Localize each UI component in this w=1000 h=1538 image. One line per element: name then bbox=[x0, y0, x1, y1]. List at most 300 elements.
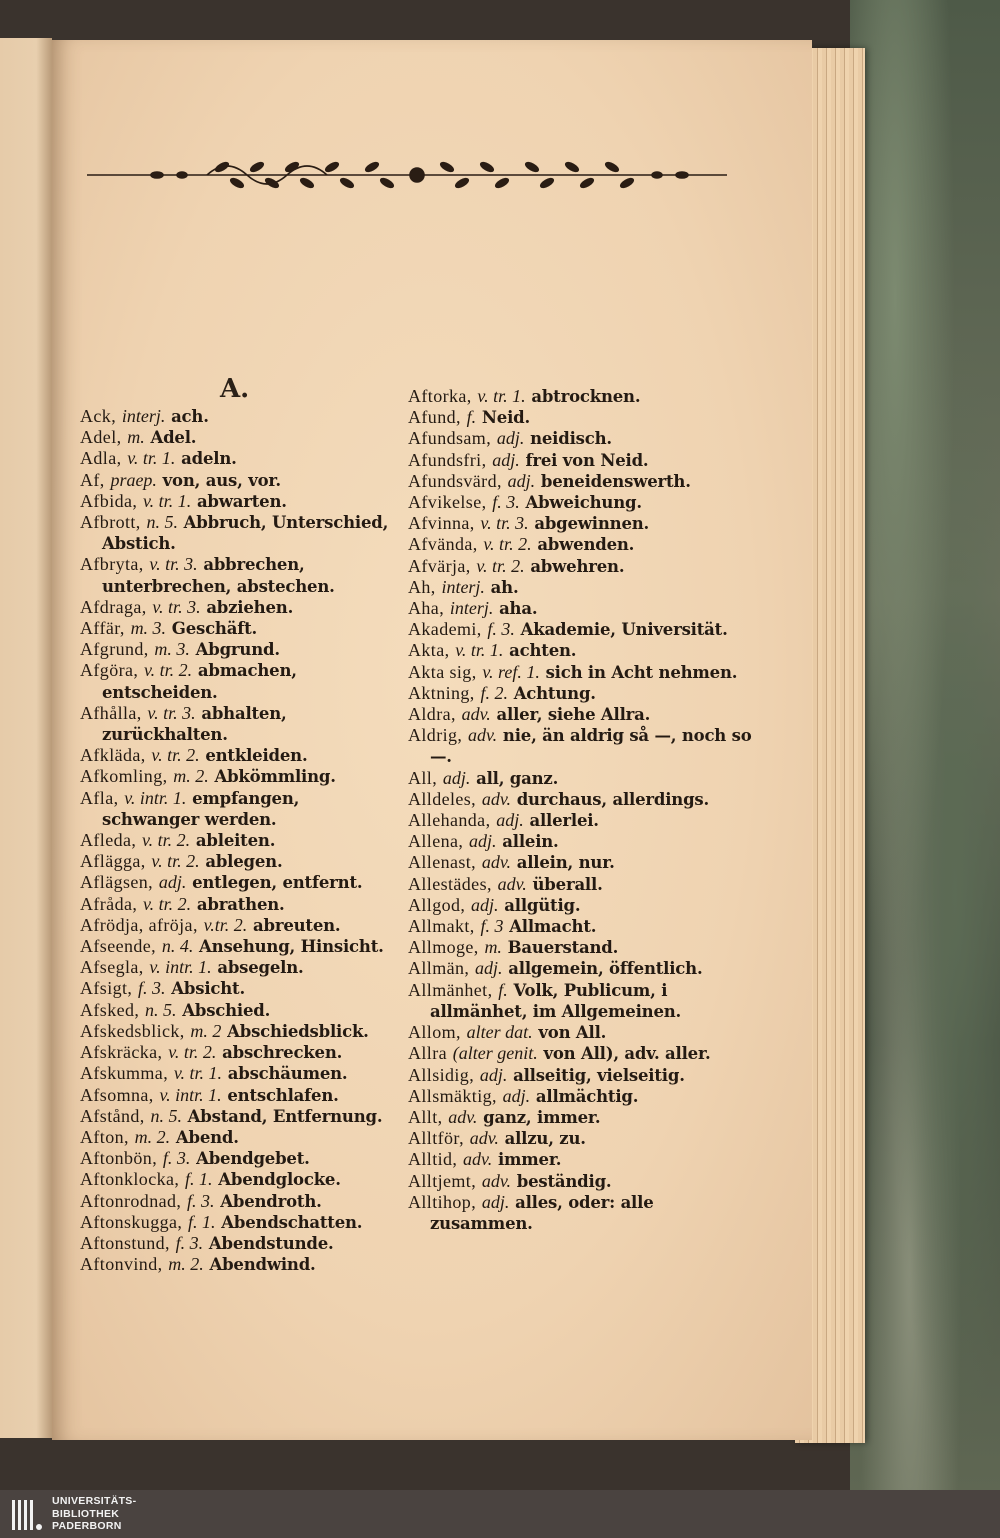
dictionary-entry bbox=[408, 1043, 758, 1064]
entry-headword: Allt, bbox=[408, 1106, 443, 1127]
entry-headword: Afdraga, bbox=[80, 596, 147, 617]
entry-translation: Abendschatten. bbox=[221, 1212, 363, 1232]
entry-grammar: adv. bbox=[469, 1128, 499, 1149]
entry-translation: durchaus, allerdings. bbox=[516, 789, 710, 809]
entry-translation: allerlei. bbox=[529, 811, 599, 831]
entry-headword: Adel, bbox=[80, 427, 122, 448]
entries-column-left bbox=[80, 406, 395, 1275]
entry-grammar: adv. bbox=[468, 725, 498, 746]
entry-grammar: adj. bbox=[471, 894, 499, 915]
dictionary-entry bbox=[80, 915, 395, 936]
entry-translation: Abschiedsblick. bbox=[227, 1021, 369, 1041]
dictionary-entry bbox=[80, 448, 395, 469]
entry-headword: Afvikelse, bbox=[408, 492, 487, 513]
entry-headword: Afbryta, bbox=[80, 554, 144, 575]
dictionary-entry bbox=[80, 554, 395, 596]
dictionary-entry bbox=[80, 788, 395, 830]
entry-translation: abreuten. bbox=[253, 915, 341, 935]
entry-translation: abschrecken. bbox=[222, 1043, 343, 1063]
entry-grammar: f. 3. bbox=[187, 1190, 215, 1211]
dictionary-entry bbox=[408, 874, 758, 895]
entry-headword: Allgod, bbox=[408, 894, 466, 915]
entry-grammar: adv. bbox=[481, 852, 511, 873]
entry-headword: Aftonstund, bbox=[80, 1232, 170, 1253]
decorative-vine-ornament bbox=[87, 145, 727, 205]
library-name-line: UNIVERSITÄTS- bbox=[52, 1495, 137, 1507]
entry-translation: beständig. bbox=[516, 1171, 612, 1191]
dictionary-entry bbox=[408, 407, 758, 428]
entry-translation: nie, än aldrig så —, noch so —. bbox=[430, 726, 752, 767]
dictionary-entry bbox=[80, 1042, 395, 1063]
dictionary-entry bbox=[408, 1149, 758, 1170]
dictionary-entry bbox=[80, 936, 395, 957]
entry-grammar: alter dat. bbox=[466, 1022, 533, 1043]
dictionary-entry bbox=[80, 1254, 395, 1275]
dictionary-entry bbox=[80, 957, 395, 978]
entry-headword: Afråda, bbox=[80, 893, 138, 914]
entry-translation: ganz, immer. bbox=[483, 1107, 601, 1127]
entry-headword: Afvärja, bbox=[408, 555, 471, 576]
entry-headword: Akademi, bbox=[408, 619, 482, 640]
entry-translation: abwenden. bbox=[537, 535, 635, 555]
entry-headword: Af, bbox=[80, 469, 105, 490]
entry-grammar: adj. bbox=[496, 810, 524, 831]
dictionary-entry bbox=[80, 1085, 395, 1106]
entry-translation: abgewinnen. bbox=[534, 514, 650, 534]
entry-translation: Achtung. bbox=[513, 683, 596, 703]
entry-headword: Allmakt, bbox=[408, 916, 475, 937]
entry-translation: allseitig, vielseitig. bbox=[513, 1065, 685, 1085]
entry-headword: Afleda, bbox=[80, 830, 137, 851]
entry-grammar: v. tr. 2. bbox=[483, 534, 532, 555]
entry-translation: Bauerstand. bbox=[507, 938, 619, 958]
dictionary-entry bbox=[408, 683, 758, 704]
entry-grammar: adv. bbox=[463, 1149, 493, 1170]
entry-translation: abmachen, entscheiden. bbox=[102, 661, 297, 702]
entry-translation: beneidenswerth. bbox=[540, 471, 691, 491]
entry-headword: Aftonvind, bbox=[80, 1254, 163, 1275]
dictionary-entry bbox=[408, 1107, 758, 1128]
entry-headword: Akta sig, bbox=[408, 661, 477, 682]
entry-grammar: adj. bbox=[496, 428, 525, 449]
library-logo-icon bbox=[10, 1496, 44, 1534]
entry-translation: ableiten. bbox=[195, 831, 276, 851]
dictionary-entry bbox=[408, 916, 758, 937]
dictionary-entry bbox=[80, 851, 395, 872]
entry-grammar: f. 3. bbox=[138, 978, 166, 999]
entry-grammar: m. 2 bbox=[190, 1020, 222, 1041]
dictionary-entry bbox=[80, 639, 395, 660]
entry-translation: neidisch. bbox=[530, 429, 612, 449]
entry-headword: Ack, bbox=[80, 406, 117, 426]
entry-grammar: v. tr. 1. bbox=[127, 448, 176, 469]
entry-headword: Afseende, bbox=[80, 936, 157, 957]
entry-headword: Alltid, bbox=[408, 1149, 458, 1170]
entry-headword: Allehanda, bbox=[408, 810, 491, 831]
entry-grammar: v.tr. 2. bbox=[203, 914, 248, 935]
entry-translation: allmächtig. bbox=[535, 1086, 639, 1106]
dictionary-entry bbox=[80, 406, 395, 427]
dictionary-entry bbox=[408, 492, 758, 513]
dictionary-entry bbox=[408, 577, 758, 598]
entry-headword: Allsmäktig, bbox=[408, 1085, 497, 1106]
entry-translation: Absicht. bbox=[171, 979, 246, 999]
entry-headword: Alltför, bbox=[408, 1128, 464, 1149]
entry-headword: Afsigt, bbox=[80, 978, 133, 999]
entry-grammar: f. bbox=[466, 407, 477, 428]
entry-grammar: adj. bbox=[475, 958, 503, 979]
dictionary-entry bbox=[80, 894, 395, 915]
entry-translation: abziehen. bbox=[206, 597, 294, 617]
entry-translation: Abendgebet. bbox=[196, 1149, 310, 1169]
dictionary-entry bbox=[80, 512, 395, 554]
entry-translation: all, ganz. bbox=[476, 768, 559, 788]
entry-translation: Abendglocke. bbox=[218, 1170, 341, 1190]
entry-grammar: v. tr. 3. bbox=[152, 596, 201, 617]
entry-translation: abbrechen, unterbrechen, abstechen. bbox=[102, 555, 335, 596]
entry-translation: von All), adv. aller. bbox=[543, 1044, 711, 1064]
dictionary-entry bbox=[408, 725, 758, 767]
dictionary-entry bbox=[408, 556, 758, 577]
dictionary-entry bbox=[80, 766, 395, 787]
entry-translation: sich in Acht nehmen. bbox=[545, 662, 738, 682]
entry-grammar: adj. bbox=[507, 470, 536, 491]
dictionary-entry bbox=[408, 831, 758, 852]
entry-translation: abwarten. bbox=[196, 491, 287, 511]
dictionary-entry bbox=[80, 1233, 395, 1254]
entry-headword: Alltihop, bbox=[408, 1191, 477, 1212]
dictionary-entry bbox=[80, 1191, 395, 1212]
dictionary-entry bbox=[408, 471, 758, 492]
entry-translation: allgütig. bbox=[504, 895, 581, 915]
entry-translation: Abgrund. bbox=[195, 640, 280, 660]
entry-grammar: adv. bbox=[497, 873, 527, 894]
entry-headword: Aftonbön, bbox=[80, 1148, 158, 1169]
entry-grammar: v. intr. 1. bbox=[124, 787, 187, 808]
dictionary-entry bbox=[408, 1065, 758, 1086]
entry-translation: entschlafen. bbox=[227, 1085, 339, 1105]
entry-headword: Afundsfri, bbox=[408, 449, 487, 470]
entry-headword: Aflägga, bbox=[80, 851, 146, 872]
dictionary-entry bbox=[408, 895, 758, 916]
entry-grammar: m. 2. bbox=[173, 766, 209, 787]
entry-headword: Allra bbox=[408, 1043, 447, 1064]
dictionary-entry bbox=[80, 1000, 395, 1021]
entry-translation: abhalten, zurückhalten. bbox=[102, 703, 287, 745]
entry-headword: Afskräcka, bbox=[80, 1042, 163, 1063]
dictionary-entry bbox=[408, 789, 758, 810]
entry-translation: allein, nur. bbox=[516, 853, 615, 873]
dictionary-entry bbox=[408, 640, 758, 661]
entry-headword: Afgöra, bbox=[80, 660, 139, 681]
entry-grammar: m. bbox=[484, 937, 502, 958]
entry-grammar: adj. bbox=[481, 1191, 510, 1212]
dictionary-entry bbox=[80, 1212, 395, 1233]
entry-grammar: v. tr. 2. bbox=[151, 745, 200, 766]
entry-grammar: f. 1. bbox=[185, 1169, 213, 1190]
dictionary-entry bbox=[408, 768, 758, 789]
entry-headword: Ah, bbox=[408, 576, 436, 597]
entry-grammar: f. 2. bbox=[480, 682, 508, 703]
entry-grammar: v. tr. 1. bbox=[173, 1063, 222, 1084]
entry-headword: Aldrig, bbox=[408, 725, 463, 746]
entry-headword: Afsomna, bbox=[80, 1084, 154, 1105]
entry-grammar: adj. bbox=[442, 767, 471, 788]
entry-translation: Abendstunde. bbox=[208, 1233, 334, 1253]
entry-headword: Afton, bbox=[80, 1126, 129, 1147]
dictionary-entry bbox=[408, 662, 758, 683]
entry-translation: empfangen, schwanger werden. bbox=[102, 788, 300, 829]
library-footer bbox=[0, 1490, 1000, 1538]
entry-headword: Afskumma, bbox=[80, 1063, 169, 1084]
entry-translation: adeln. bbox=[181, 449, 237, 469]
entry-headword: Afund, bbox=[408, 407, 461, 428]
entry-grammar: adv. bbox=[481, 1170, 511, 1191]
dictionary-entry bbox=[80, 1063, 395, 1084]
entry-grammar: interj. bbox=[449, 598, 494, 619]
entry-translation: ach. bbox=[171, 407, 209, 426]
entry-translation: Abkömmling. bbox=[214, 767, 336, 787]
entry-headword: Affär, bbox=[80, 618, 125, 639]
entry-headword: Allmänhet, bbox=[408, 979, 493, 1000]
entry-translation: Neid. bbox=[481, 408, 531, 428]
dictionary-entry bbox=[80, 660, 395, 702]
entry-headword: Alldeles, bbox=[408, 788, 477, 809]
entry-translation: von All. bbox=[538, 1023, 607, 1043]
entry-grammar: n. 5. bbox=[146, 512, 178, 533]
entry-headword: Aflägsen, bbox=[80, 872, 154, 893]
marbled-cover-edge bbox=[850, 0, 1000, 1490]
entry-grammar: v. ref. 1. bbox=[482, 661, 540, 682]
entry-headword: Aftonskugga, bbox=[80, 1211, 183, 1232]
entry-translation: Abbruch, Unterschied, Abstich. bbox=[102, 513, 389, 554]
dictionary-entry bbox=[408, 386, 758, 407]
entry-headword: Afsked, bbox=[80, 999, 140, 1020]
entry-grammar: v. tr. 1. bbox=[477, 386, 526, 406]
dictionary-entry bbox=[80, 1021, 395, 1042]
entry-grammar: n. 5. bbox=[145, 999, 177, 1020]
dictionary-entry bbox=[80, 597, 395, 618]
entry-translation: Abweichung. bbox=[525, 493, 642, 513]
entry-translation: aller, siehe Allra. bbox=[496, 705, 651, 725]
entry-headword: All, bbox=[408, 767, 438, 788]
entry-translation: Geschäft. bbox=[171, 619, 258, 639]
entry-headword: Aftonklocka, bbox=[80, 1169, 180, 1190]
dictionary-entry bbox=[408, 1171, 758, 1192]
dictionary-entry bbox=[80, 703, 395, 745]
dictionary-entry bbox=[80, 491, 395, 512]
entry-grammar: adv. bbox=[461, 704, 491, 725]
entry-grammar: interj. bbox=[121, 406, 166, 426]
dictionary-entry bbox=[408, 450, 758, 471]
dictionary-entry bbox=[408, 598, 758, 619]
entry-grammar: f. bbox=[498, 979, 508, 1000]
entry-headword: Afskedsblick, bbox=[80, 1020, 185, 1041]
previous-page-edge bbox=[0, 38, 52, 1438]
entry-grammar: adv. bbox=[448, 1106, 478, 1127]
entry-grammar: v. tr. 2. bbox=[168, 1042, 217, 1063]
entry-grammar: v. tr. 1. bbox=[455, 640, 504, 661]
entry-grammar: f. 1. bbox=[188, 1211, 216, 1232]
library-name bbox=[52, 1495, 136, 1533]
entry-headword: Afgrund, bbox=[80, 639, 149, 660]
dictionary-entry bbox=[80, 1127, 395, 1148]
entry-headword: Afbida, bbox=[80, 490, 138, 511]
entry-headword: Alltjemt, bbox=[408, 1170, 477, 1191]
entry-translation: überall. bbox=[532, 874, 603, 894]
entry-headword: Afbrott, bbox=[80, 512, 141, 533]
entry-headword: Allestädes, bbox=[408, 873, 492, 894]
entry-grammar: adj. bbox=[492, 449, 520, 470]
entry-translation: Volk, Publicum, i allmänhet, im Allgemeinen. bbox=[430, 980, 682, 1021]
entry-headword: Aftorka, bbox=[408, 386, 472, 406]
entry-grammar: m. bbox=[127, 427, 145, 448]
entry-headword: Allmoge, bbox=[408, 937, 479, 958]
entry-grammar: v. tr. 2. bbox=[144, 660, 193, 681]
entry-translation: Abendroth. bbox=[220, 1191, 322, 1211]
dictionary-entry bbox=[80, 1148, 395, 1169]
entry-grammar: v. intr. 1. bbox=[159, 1084, 222, 1105]
entry-grammar: f. 3. bbox=[487, 619, 515, 640]
entry-grammar: praep. bbox=[110, 469, 157, 490]
dictionary-entry bbox=[80, 978, 395, 999]
entry-translation: ablegen. bbox=[205, 852, 283, 872]
entry-headword: Allenast, bbox=[408, 852, 477, 873]
entry-headword: Adla, bbox=[80, 448, 122, 469]
entry-translation: Abend. bbox=[175, 1127, 239, 1147]
entry-grammar: f. 3. bbox=[492, 492, 520, 513]
dictionary-entry bbox=[408, 1128, 758, 1149]
entry-translation: abtrocknen. bbox=[531, 387, 641, 406]
entry-headword: Afhålla, bbox=[80, 702, 142, 723]
dictionary-entry bbox=[408, 1192, 758, 1234]
library-name-line: PADERBORN bbox=[52, 1520, 122, 1532]
entry-grammar: m. 2. bbox=[134, 1126, 171, 1147]
entry-translation: Adel. bbox=[150, 428, 197, 448]
entry-headword: Aha, bbox=[408, 598, 445, 619]
entry-translation: Abstand, Entfernung. bbox=[187, 1106, 383, 1126]
dictionary-entry bbox=[408, 980, 758, 1022]
dictionary-entry bbox=[80, 745, 395, 766]
entry-translation: absegeln. bbox=[217, 958, 304, 978]
dictionary-entry bbox=[408, 1022, 758, 1043]
entry-grammar: v. tr. 2. bbox=[151, 851, 200, 872]
entry-translation: abwehren. bbox=[530, 556, 625, 576]
dictionary-entry bbox=[408, 937, 758, 958]
entry-translation: frei von Neid. bbox=[525, 450, 649, 470]
entry-grammar: f. 3. bbox=[162, 1148, 191, 1169]
entry-headword: Aftonrodnad, bbox=[80, 1190, 182, 1211]
dictionary-entry bbox=[408, 958, 758, 979]
entry-translation: entkleiden. bbox=[205, 746, 308, 766]
entry-headword: Aktning, bbox=[408, 682, 475, 703]
dictionary-entry bbox=[408, 534, 758, 555]
entry-grammar: v. tr. 3. bbox=[480, 513, 529, 534]
entry-grammar: m. 3. bbox=[154, 639, 190, 660]
entry-grammar: v. tr. 3. bbox=[149, 554, 198, 575]
entry-grammar: v. tr. 3. bbox=[147, 702, 196, 723]
section-heading: A. bbox=[220, 374, 250, 404]
entry-headword: Aldra, bbox=[408, 704, 456, 725]
entry-grammar: v. tr. 2. bbox=[143, 893, 192, 914]
entry-translation: allgemein, öffentlich. bbox=[508, 959, 703, 979]
dictionary-entry bbox=[80, 427, 395, 448]
entry-grammar: f. 3. bbox=[175, 1232, 204, 1253]
entry-grammar: adj. bbox=[469, 831, 497, 852]
entry-grammar: v. intr. 1. bbox=[149, 957, 212, 978]
entry-headword: Allsidig, bbox=[408, 1064, 475, 1085]
entry-headword: Allom, bbox=[408, 1022, 461, 1043]
entry-translation: Akademie, Universität. bbox=[520, 620, 728, 640]
entry-translation: allzu, zu. bbox=[504, 1129, 586, 1149]
entry-headword: Akta, bbox=[408, 640, 450, 661]
entry-translation: von, aus, vor. bbox=[162, 470, 281, 490]
entry-grammar: (alter genit. bbox=[452, 1043, 538, 1064]
dictionary-entry bbox=[80, 618, 395, 639]
dictionary-entry bbox=[80, 830, 395, 851]
entry-translation: aha. bbox=[499, 599, 538, 619]
entry-headword: Allmän, bbox=[408, 958, 470, 979]
entry-translation: Ansehung, Hinsicht. bbox=[199, 937, 384, 957]
entry-translation: Allmacht. bbox=[509, 917, 597, 937]
entry-headword: Afvinna, bbox=[408, 513, 475, 534]
entry-grammar: v. tr. 2. bbox=[142, 830, 191, 851]
entry-grammar: adj. bbox=[502, 1085, 531, 1106]
entries-column-right bbox=[408, 386, 758, 1234]
dictionary-entry bbox=[408, 619, 758, 640]
entry-translation: achten. bbox=[509, 641, 577, 661]
entry-grammar: n. 4. bbox=[161, 936, 194, 957]
entry-headword: Afkomling, bbox=[80, 766, 168, 787]
dictionary-entry bbox=[408, 852, 758, 873]
entry-grammar: adv. bbox=[481, 788, 511, 809]
entry-translation: Abschied. bbox=[182, 1000, 271, 1020]
dictionary-page bbox=[52, 40, 812, 1440]
entry-grammar: adj. bbox=[158, 872, 187, 893]
entry-grammar: f. 3 bbox=[480, 916, 504, 937]
entry-headword: Afkläda, bbox=[80, 745, 146, 766]
entry-headword: Afsegla, bbox=[80, 957, 144, 978]
dictionary-entry bbox=[408, 428, 758, 449]
dictionary-entry bbox=[408, 810, 758, 831]
entry-grammar: interj. bbox=[441, 576, 485, 597]
entry-translation: immer. bbox=[497, 1150, 562, 1170]
entry-headword: Afundsvärd, bbox=[408, 470, 502, 491]
entry-headword: Afvända, bbox=[408, 534, 478, 555]
entry-grammar: n. 5. bbox=[150, 1105, 182, 1126]
entry-translation: entlegen, entfernt. bbox=[192, 873, 363, 893]
dictionary-entry bbox=[80, 872, 395, 893]
dictionary-entry bbox=[408, 513, 758, 534]
entry-grammar: v. tr. 2. bbox=[476, 555, 525, 576]
dictionary-entry bbox=[408, 704, 758, 725]
entry-headword: Afrödja, afröja, bbox=[80, 914, 198, 935]
entry-headword: Afstånd, bbox=[80, 1105, 145, 1126]
entry-translation: alles, oder: alle zusammen. bbox=[430, 1192, 654, 1233]
entry-grammar: adj. bbox=[479, 1064, 508, 1085]
entry-grammar: m. 2. bbox=[168, 1254, 204, 1275]
dictionary-entry bbox=[80, 470, 395, 491]
dictionary-entry bbox=[80, 1169, 395, 1190]
entry-headword: Afundsam, bbox=[408, 428, 492, 449]
entry-headword: Allena, bbox=[408, 831, 464, 852]
dictionary-entry bbox=[80, 1106, 395, 1127]
entry-translation: ah. bbox=[490, 577, 519, 597]
entry-grammar: v. tr. 1. bbox=[143, 490, 192, 511]
dictionary-entry bbox=[408, 1086, 758, 1107]
entry-headword: Afla, bbox=[80, 787, 119, 808]
entry-translation: allein. bbox=[502, 832, 559, 852]
